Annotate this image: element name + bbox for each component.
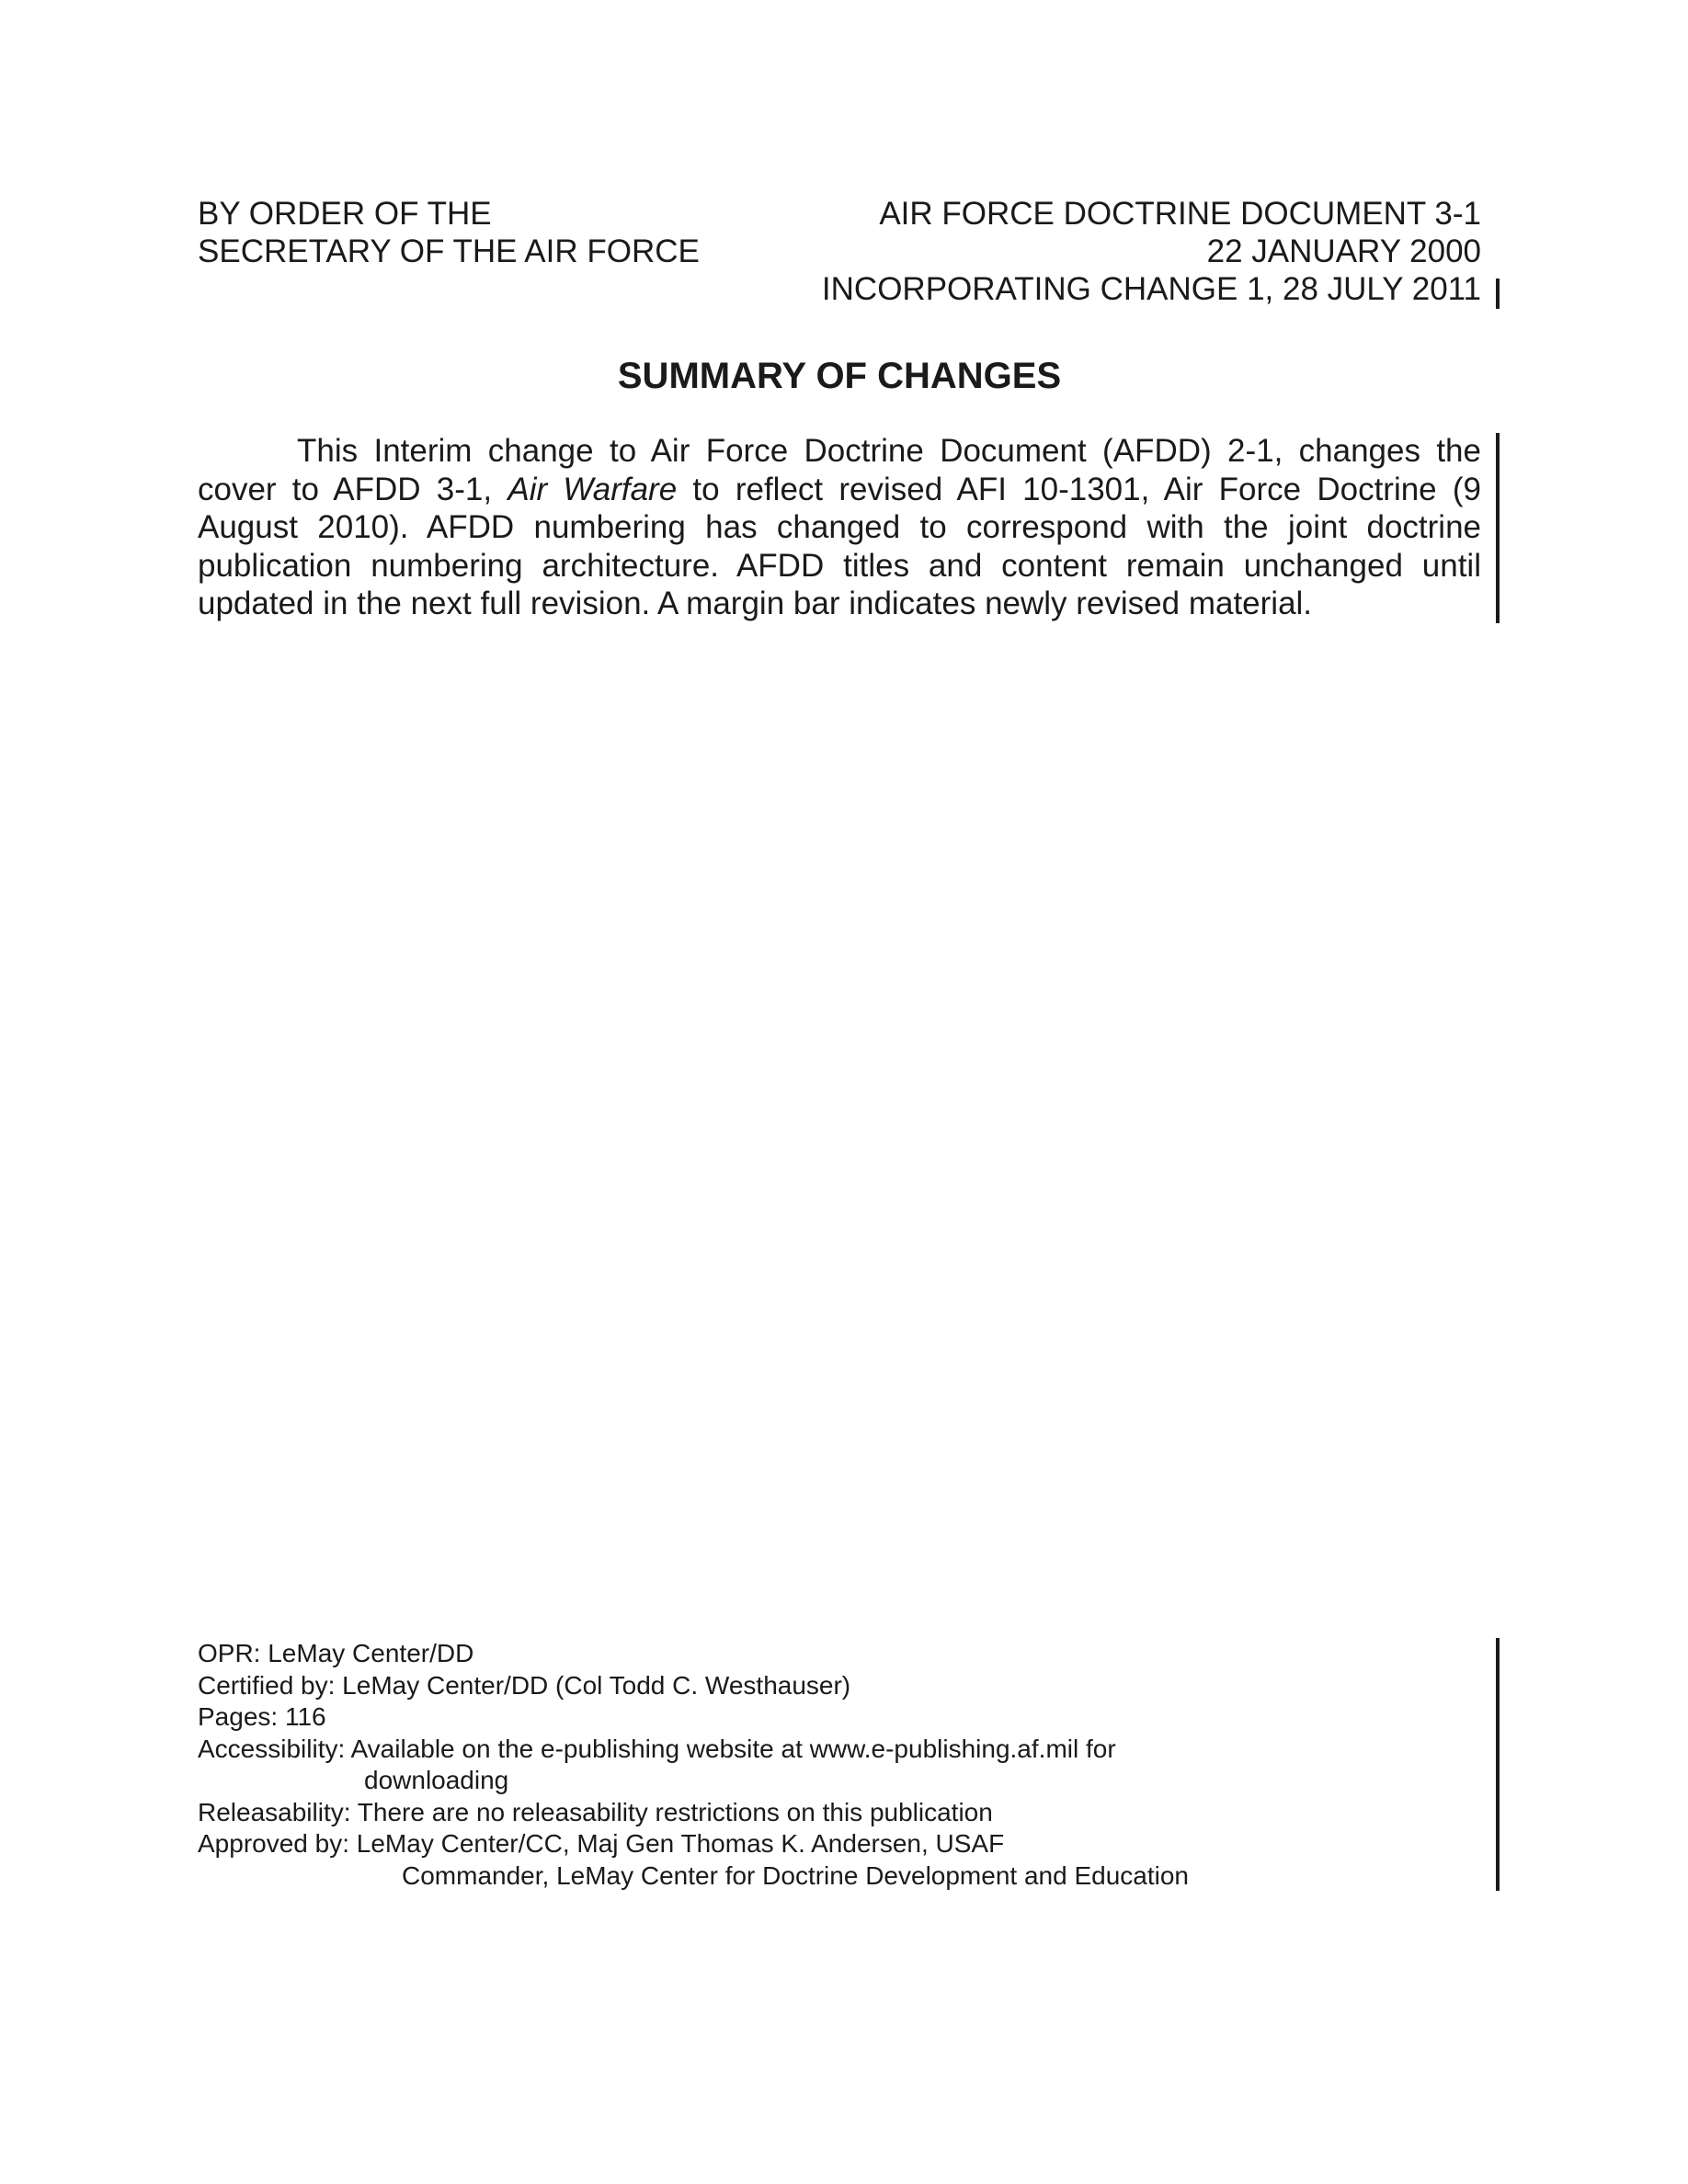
page-title: SUMMARY OF CHANGES (617, 356, 1062, 396)
header-right-block (822, 195, 1481, 308)
margin-bar-footer (1496, 1638, 1500, 1891)
summary-text-part2: to reflect revised AFI 10-1301, Air Force Doctrine (9 August 2010). AFDD numbering has changed to correspond with the joint doctrine publication numbering architecture. AFDD titles and content remain unchanged until updated in the next full revision. A margin bar indicates newly revised material. (198, 471, 1481, 621)
summary-text-part1: This Interim change to Air Force Doctrine Document (AFDD) 2-1, changes the cover to AFDD 3-1, (198, 433, 1481, 507)
margin-bar-header (1496, 279, 1500, 309)
opr-line: OPR: LeMay Center/DD (198, 1639, 474, 1667)
certified-line: Certified by: LeMay Center/DD (Col Todd C. Westhauser) (198, 1670, 851, 1700)
footer-block (198, 1638, 1189, 1892)
releasability-line: Releasability: There are no releasability restrictions on this publication (198, 1797, 993, 1826)
secretary-line: SECRETARY OF THE AIR FORCE (198, 233, 700, 269)
document-date: 22 JANUARY 2000 (1206, 233, 1481, 269)
document-number: AIR FORCE DOCTRINE DOCUMENT 3-1 (879, 196, 1481, 232)
approved-line: Approved by: LeMay Center/CC, Maj Gen Thomas K. Andersen, USAF (198, 1829, 1005, 1858)
accessibility-line: Accessibility: Available on the e-publishing website at www.e-publishing.af.mil for (198, 1734, 1116, 1763)
pages-line: Pages: 116 (198, 1702, 326, 1731)
approved-line-cont: Commander, LeMay Center for Doctrine Development and Education (402, 1860, 1189, 1890)
change-line: INCORPORATING CHANGE 1, 28 JULY 2011 (821, 271, 1481, 307)
header-left-block (198, 195, 700, 270)
summary-italic-title: Air Warfare (508, 471, 678, 507)
margin-bar-body (1496, 433, 1500, 623)
summary-paragraph (198, 432, 1481, 623)
by-order-line: BY ORDER OF THE (198, 196, 492, 232)
accessibility-line-cont: downloading (364, 1766, 509, 1794)
